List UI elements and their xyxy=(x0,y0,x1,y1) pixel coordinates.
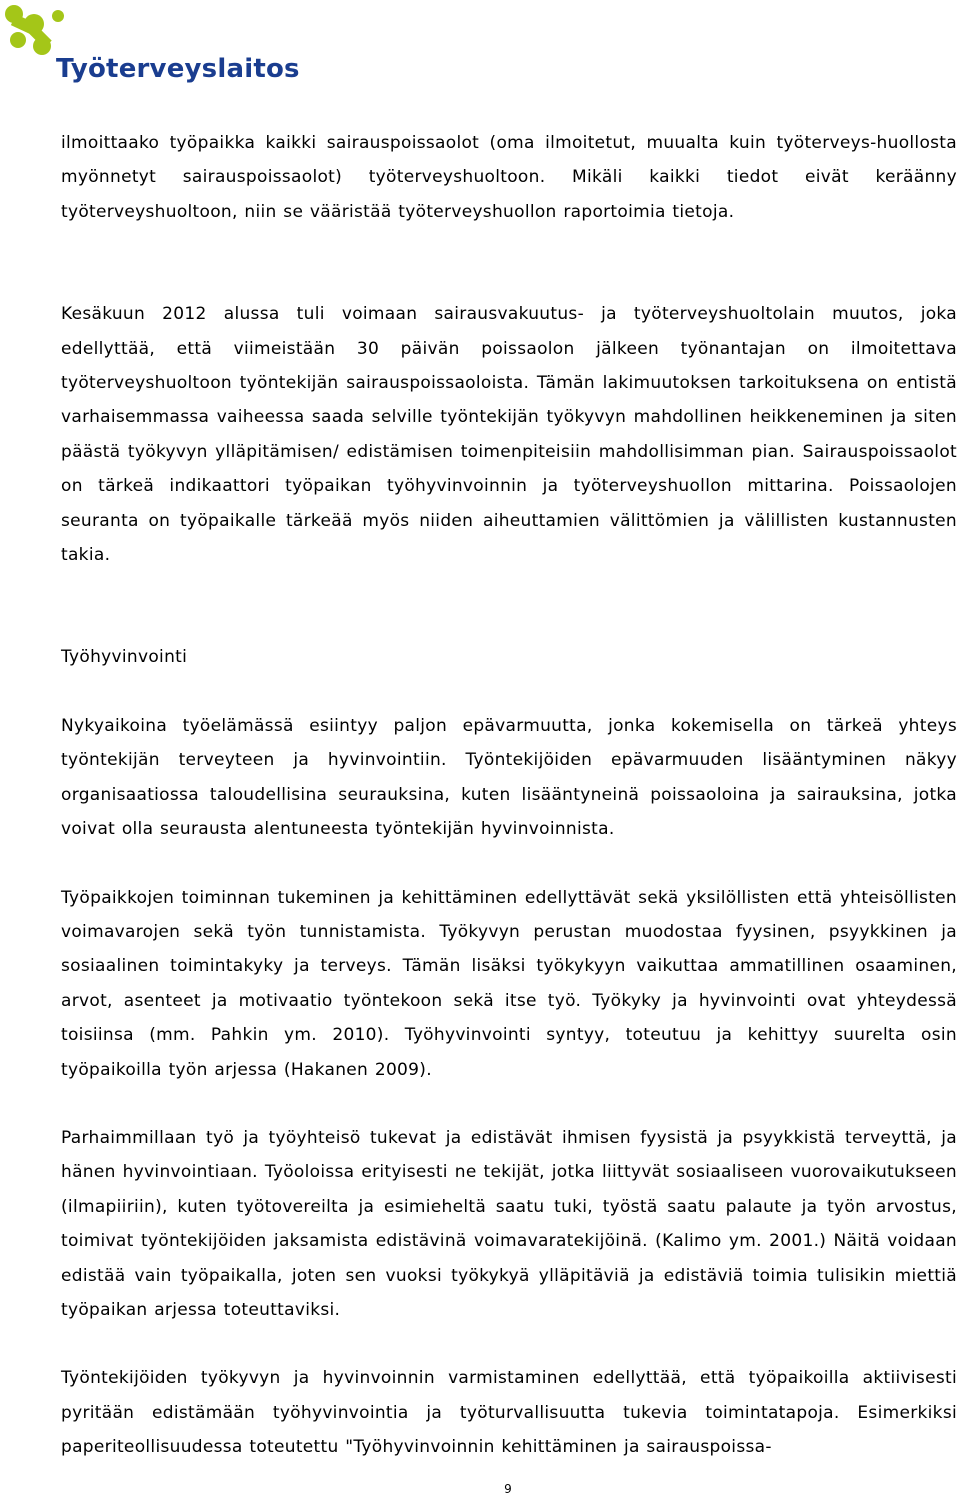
paragraph-3: Nykyaikoina työelämässä esiintyy paljon epävarmuutta, jonka kokemisella on tärkeä yhteys työntekijän terveyteen ja hyvinvointiin. Työntekijöiden epävarmuuden lisääntyminen näkyy organisaatiossa taloudellisina seurauksina, kuten lisääntyneinä poissaoloina ja sairauksina, jotka voivat olla seurausta alentuneesta työntekijän hyvinvoinnista. xyxy=(61,715,957,840)
paragraph-2: Kesäkuun 2012 alussa tuli voimaan sairausvakuutus- ja työterveyshuoltolain muutos, joka edellyttää, että viimeistään 30 päivän poissaolon jälkeen työnantajan on ilmoitettava työterveyshuoltoon työntekijän sairauspoissaoloista. Tämän lakimuutoksen tarkoituksena on entistä varhaisemmassa vaiheessa saada selville työntekijän työkyvyn mahdollinen heikkeneminen ja siten päästä työkyvyn ylläpitämisen/ edistämisen toimenpiteisiin mahdollisimman pian. Sairauspoissaolot on tärkeä indikaattori työpaikan työhyvinvoinnin ja työterveyshuollon mittarina. Poissaolojen seuranta on työpaikalle tärkeää myös niiden aiheuttamien välittömien ja välillisten kustannusten takia. xyxy=(61,304,957,566)
paragraph-4: Työpaikkojen toiminnan tukeminen ja kehittäminen edellyttävät sekä yksilöllisten että yhteisöllisten voimavarojen sekä työn tunnistamista. Työkyvyn perustan muodostaa fyysinen, psyykkinen ja sosiaalinen toimintakyky ja terveys. Tämän lisäksi työkykyyn vaikuttaa ammatillinen osaaminen, arvot, asenteet ja motivaatio työntekoon sekä itse työ. Työkyky ja hyvinvointi ovat yhteydessä toisiinsa (mm. Pahkin ym. 2010). Työhyvinvointi syntyy, toteutuu ja kehittyy suurelta osin työpaikoilla työn arjessa (Hakanen 2009). xyxy=(61,887,957,1080)
section-heading: Työhyvinvointi xyxy=(61,647,188,668)
page-number: 9 xyxy=(504,1482,512,1496)
paragraph-5: Parhaimmillaan työ ja työyhteisö tukevat ja edistävät ihmisen fyysistä ja psyykkistä terveyttä, ja hänen hyvinvointiaan. Työoloissa erityisesti ne tekijät, jotka liittyvät sosiaaliseen vuorovaikutukseen (ilmapiiriin), kuten työtovereilta ja esimieheltä saatu tuki, työstä saatu palaute ja työn arvostus, toimivat työntekijöiden jaksamista edistävinä voimavaratekijöinä. (Kalimo ym. 2001.) Näitä voidaan edistää vain työpaikalla, joten sen vuoksi työkykyä ylläpitäviä ja edistäviä toimia tulisikin miettiä työpaikan arjessa toteuttaviksi. xyxy=(61,1127,957,1320)
logo xyxy=(2,2,300,94)
document-body xyxy=(61,126,957,1465)
paragraph-1: ilmoittaako työpaikka kaikki sairauspoissaolot (oma ilmoitetut, muualta kuin työterveys-huollosta myönnetyt sairauspoissaolot) työterveyshuoltoon. Mikäli kaikki tiedot eivät keräänny työterveyshuoltoon, niin se vääristää työterveyshuollon raportoimia tietoja. xyxy=(61,133,957,222)
paragraph-6: Työntekijöiden työkyvyn ja hyvinvoinnin varmistaminen edellyttää, että työpaikoilla aktiivisesti pyritään edistämään työhyvinvointia ja työturvallisuutta tukevia toimintatapoja. Esimerkiksi paperiteollisuudessa toteutettu "Työhyvinvoinnin kehittäminen ja sairauspoissa- xyxy=(61,1368,957,1458)
logo-text: Työterveyslaitos xyxy=(56,54,300,84)
